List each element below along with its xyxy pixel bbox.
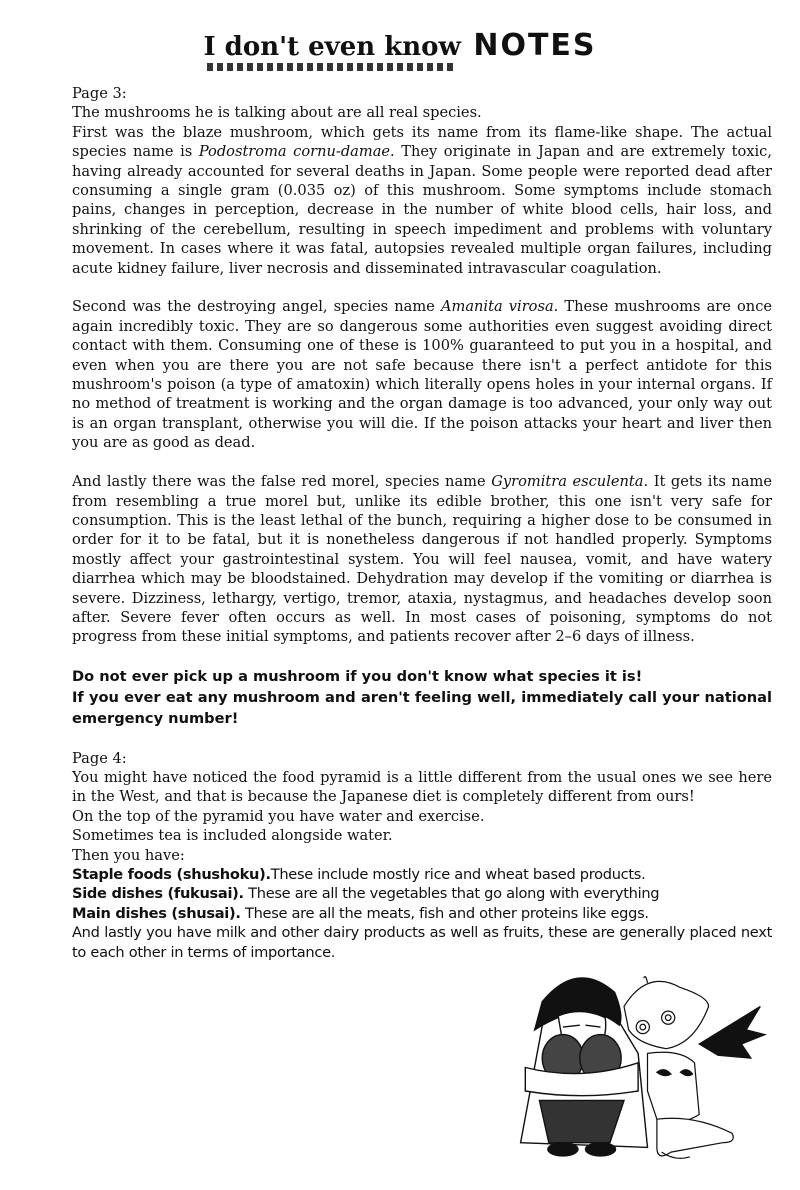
notes-content bbox=[72, 84, 772, 962]
warning-emergency: If you ever eat any mushroom and aren't feeling well, immediately call your national emergency number! bbox=[72, 689, 772, 728]
blaze-mushroom-paragraph: First was the blaze mushroom, which gets its name from its flame-like shape. The actual species name is Podostroma cornu-damae. They originate in Japan and are extremely toxic, having already accounted for several deaths in Japan. Some people were reported dead after consuming a single gram (0.035 oz) of this mushroom. Some symptoms include stomach pains, changes in perception, decrease in the number of white blood cells, hair loss, and shrinking of the cerebellum, resulting in speech impediment and problems with voluntary movement. In cases where it was fatal, autopsies revealed multiple organ failures, including acute kidney failure, liver necrosis and disseminated intravascular coagulation. bbox=[72, 123, 772, 277]
manga-illustration bbox=[505, 950, 790, 1185]
food-item: Staple foods (shushoku).These include mostly rice and wheat based products. bbox=[72, 865, 646, 883]
page3-heading: Page 3: bbox=[72, 85, 127, 102]
food-item: Side dishes (fukusai). These are all the vegetables that go along with everything bbox=[72, 885, 660, 903]
title-notes: NOTES bbox=[473, 28, 597, 63]
page4-line4: Then you have: bbox=[72, 846, 185, 864]
page3-intro: The mushrooms he is talking about are all real species. bbox=[72, 104, 482, 122]
page4-closing: And lastly you have milk and other dairy products as well as fruits, these are generally placed next to each other in terms of importance. bbox=[72, 924, 772, 961]
species-name: Amanita virosa. bbox=[440, 298, 559, 316]
page4-heading: Page 4: bbox=[72, 749, 127, 767]
false-morel-paragraph: And lastly there was the false red morel, species name Gyromitra esculenta. It gets its name from resembling a true morel but, unlike its edible brother, this one isn't very safe for consumption. This is the least lethal of the bunch, requiring a higher dose to be consumed in order for it to be fatal, but it is nonetheless dangerous if not handled properly. Symptoms mostly affect your gastrointestinal system. You will feel nausea, vomit, and have watery diarrhea which may be bloodstained. Dehydration may develop if the vomiting or diarrhea is severe. Dizziness, lethargy, vertigo, tremor, ataxia, nystagmus, and headaches develop soon after. Severe fever often occurs as well. In most cases of poisoning, symptoms do not progress from these initial symptoms, and patients recover after 2–6 days of illness. bbox=[72, 473, 772, 646]
page4-line3: Sometimes tea is included alongside water. bbox=[72, 827, 393, 845]
page-title bbox=[0, 28, 800, 65]
page4-line2: On the top of the pyramid you have water and exercise. bbox=[72, 807, 485, 825]
species-name: Podostroma cornu-damae. bbox=[198, 143, 395, 161]
page4-line1: You might have noticed the food pyramid is a little different from the usual ones we see here in the West, and that is because the Japanese diet is completely different from ours! bbox=[72, 768, 772, 806]
species-name: Gyromitra esculenta. bbox=[491, 473, 649, 491]
food-item: Main dishes (shusai). These are all the meats, fish and other proteins like eggs. bbox=[72, 904, 649, 922]
warning-pick: Do not ever pick up a mushroom if you don't know what species it is! bbox=[72, 668, 643, 686]
title-prefix: I don't even know bbox=[203, 29, 460, 65]
destroying-angel-paragraph: Second was the destroying angel, species name Amanita virosa. These mushrooms are once again incredibly toxic. They are so dangerous some authorities even suggest avoiding direct contact with them. Consuming one of these is 100% guaranteed to put you in a hospital, and even when you are there you are not safe because there isn't a perfect antidote for this mushroom's poison (a type of amatoxin) which literally opens holes in your internal organs. If no method of treatment is working and the organ damage is too advanced, your only way out is an organ transplant, otherwise you will die. If the poison attacks your heart and liver then you are as good as dead. bbox=[72, 298, 773, 452]
